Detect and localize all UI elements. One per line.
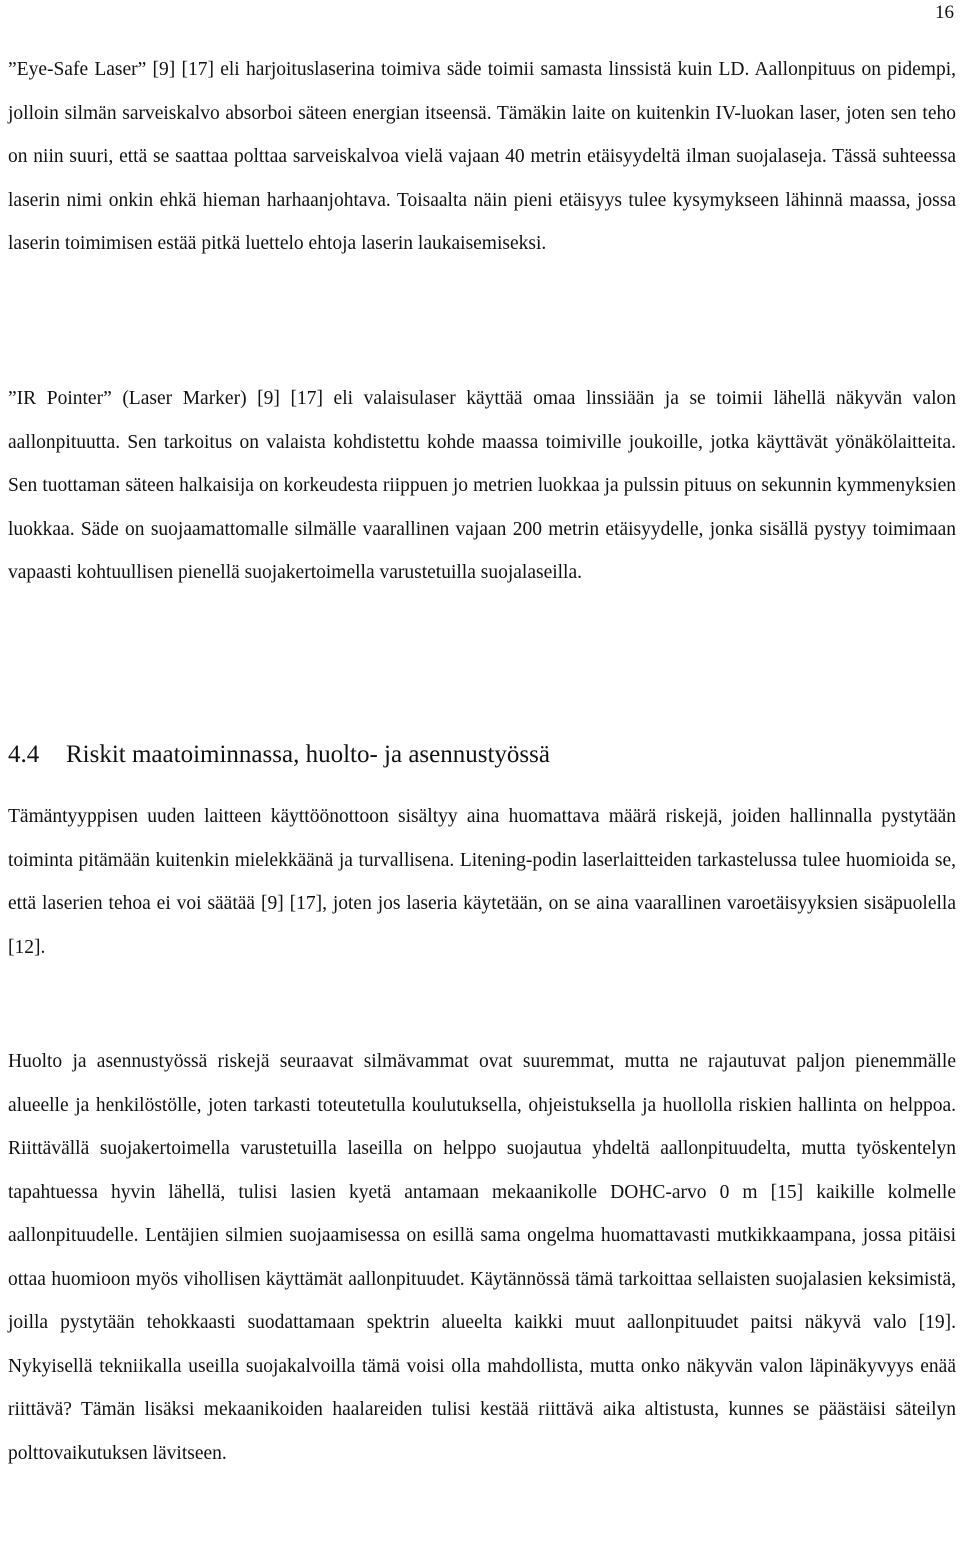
section-title: Riskit maatoiminnassa, huolto- ja asennustyössä <box>66 741 550 768</box>
paragraph-maintenance-risks: Huolto ja asennustyössä riskejä seuraavat silmävammat ovat suuremmat, mutta ne rajautuvat paljon pienemmälle alueelle ja henkilöstölle, joten tarkasti toteutetulla koulutuksella, ohjeistuksella ja huollolla riskien hallinta on helppoa. Riittävällä suojakertoimella varustetuilla laseilla on helppo suojautua yhdeltä aallonpituudelta, mutta työskentelyn tapahtuessa hyvin lähellä, tulisi lasien kyetä antamaan mekaanikolle DOHC-arvo 0 m [15] kaikille kolmelle aallonpituudelle. Lentäjien silmien suojaamisessa on esillä sama ongelma huomattavasti mutkikkaampana, jossa pitäisi ottaa huomioon myös vihollisen käyttämät aallonpituudet. Käytännössä tämä tarkoittaa sellaisten suojalasien keksimistä, joilla pystytään tehokkaasti suodattamaan spektrin alueelta kaikki muut aallonpituudet paitsi näkyvä valo [19]. Nykyisellä tekniikalla useilla suojakalvoilla tämä voisi olla mahdollista, mutta onko näkyvän valon läpinäkyvyys enää riittävä? Tämän lisäksi mekaanikoiden haalareiden tulisi kestää riittävä aika altistusta, kunnes se päästäisi säteilyn polttovaikutuksen lävitseen. <box>8 1051 956 1464</box>
paragraph-eye-safe-laser: ”Eye-Safe Laser” [9] [17] eli harjoituslaserina toimiva säde toimii samasta linssistä kuin LD. Aallonpituus on pidempi, jolloin silmän sarveiskalvo absorboi säteen energian itseensä. Tämäkin laite on kuitenkin IV-luokan laser, joten sen teho on niin suuri, että se saattaa polttaa sarveiskalvoa vielä vajaan 40 metrin etäisyydeltä ilman suojalaseja. Tässä suhteessa laserin nimi onkin ehkä hieman harhaanjohtava. Toisaalta näin pieni etäisyys tulee kysymykseen lähinnä maassa, jossa laserin toimimisen estää pitkä luettelo ehtoja laserin laukaisemiseksi. <box>8 59 956 254</box>
paragraph-risks-intro: Tämäntyyppisen uuden laitteen käyttöönottoon sisältyy aina huomattava määrä riskejä, joiden hallinnalla pystytään toiminta pitämään kuitenkin mielekkäänä ja turvallisena. Litening-podin laserlaitteiden tarkastelussa tulee huomioida se, että laserien tehoa ei voi säätää [9] [17], joten jos laseria käytetään, on se aina vaarallinen varoetäisyyksien sisäpuolella [12]. <box>8 806 956 958</box>
paragraph-ir-pointer: ”IR Pointer” (Laser Marker) [9] [17] eli valaisulaser käyttää omaa linssiään ja se toimii lähellä näkyvän valon aallonpituutta. Sen tarkoitus on valaista kohdistettu kohde maassa toimiville joukoille, jotka käyttävät yönäkölaitteita. Sen tuottaman säteen halkaisija on korkeudesta riippuen jo metrien luokkaa ja pulssin pituus on sekunnin kymmenyksien luokkaa. Säde on suojaamattomalle silmälle vaarallinen vajaan 200 metrin etäisyydelle, jonka sisällä pystyy toimimaan vapaasti kohtuullisen pienellä suojakertoimella varustetuilla suojalaseilla. <box>8 388 956 583</box>
section-heading <box>8 735 550 775</box>
section-number: 4.4 <box>8 741 40 768</box>
page-number: 16 <box>935 2 954 23</box>
